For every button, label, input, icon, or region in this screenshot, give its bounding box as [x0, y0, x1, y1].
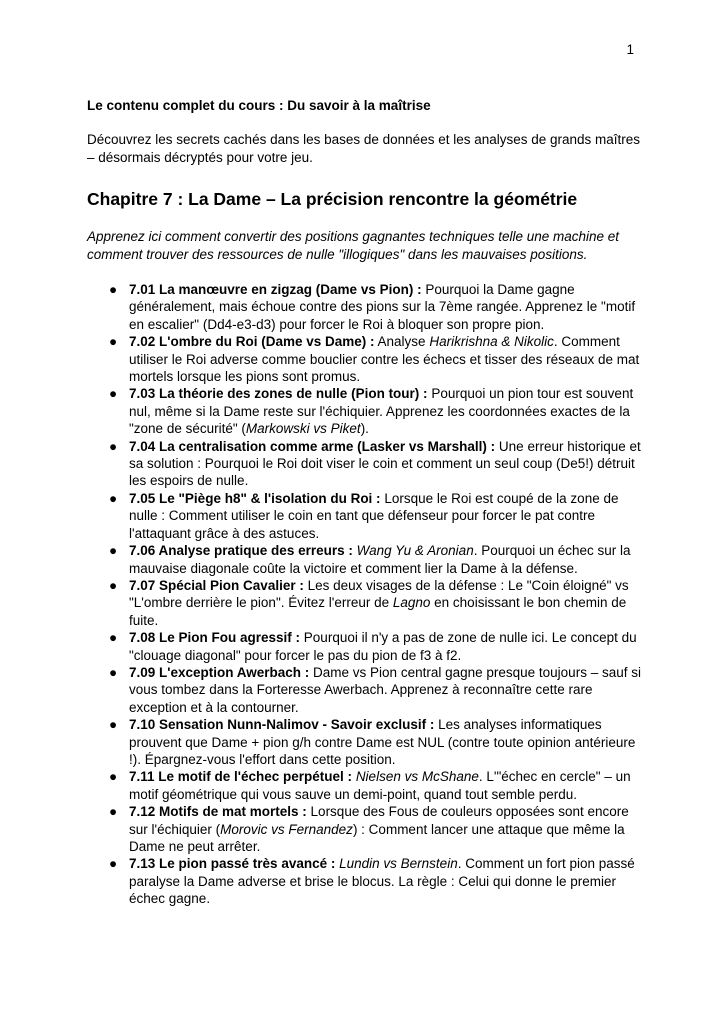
topic-title: 7.13 Le pion passé très avancé : — [129, 856, 336, 872]
bullet-icon: ● — [109, 804, 118, 820]
topic-title: 7.08 Le Pion Fou agressif : — [129, 630, 301, 646]
chapter-title: Chapitre 7 : La Dame – La précision rencontre la géométrie — [87, 189, 578, 209]
topic-item — [87, 855, 647, 907]
topic-title: 7.10 Sensation Nunn-Nalimov - Savoir exclusif : — [129, 717, 435, 733]
topic-item — [87, 385, 647, 437]
topic-text: ). — [360, 421, 369, 437]
course-heading: Le contenu complet du cours : Du savoir à la maîtrise — [87, 98, 431, 113]
topic-text: . Comment utiliser le Roi adverse comme bouclier contre les échecs et tisser des réseaux de mat mortels lorsque les pions sont promus. — [129, 334, 640, 385]
bullet-icon: ● — [109, 856, 118, 872]
topic-list — [87, 281, 647, 908]
topic-title: 7.07 Spécial Pion Cavalier : — [129, 577, 304, 593]
topic-item — [87, 438, 647, 490]
topic-title: 7.09 L'exception Awerbach : — [129, 664, 310, 680]
topic-item — [87, 542, 647, 577]
topic-text: ) : Comment lancer une attaque que même la Dame ne peut arrêter. — [129, 821, 625, 854]
topic-text: Dame vs Pion central gagne presque toujours – sauf si vous tombez dans la Forteresse Awerbach. Apprenez à reconnaître cette rare exception et à la contourner. — [129, 664, 641, 715]
page-number: 1 — [626, 42, 634, 57]
topic-reference: Markowski vs Piket — [245, 421, 361, 437]
topic-title: 7.02 L'ombre du Roi (Dame vs Dame) : — [129, 334, 375, 350]
topic-title: 7.04 La centralisation comme arme (Lasker vs Marshall) : — [129, 438, 496, 454]
topic-title: 7.11 Le motif de l'échec perpétuel : — [129, 769, 353, 785]
topic-title: 7.01 La manœuvre en zigzag (Dame vs Pion) : — [129, 282, 422, 297]
bullet-icon: ● — [109, 438, 118, 454]
topic-item — [87, 664, 647, 716]
bullet-icon: ● — [109, 282, 118, 297]
topic-reference: Nielsen vs McShane — [355, 769, 479, 785]
topic-text: . L'"échec en cercle" – un motif géométrique qui vous sauve un demi-point, quand tout semble perdu. — [129, 769, 631, 802]
topic-reference: Harikrishna & Nikolic — [429, 334, 554, 350]
bullet-icon: ● — [109, 577, 118, 593]
topic-text: Analyse — [374, 334, 430, 350]
bullet-icon: ● — [109, 769, 118, 785]
topic-text: Lorsque des Fous de couleurs opposées sont encore sur l'échiquier ( — [129, 804, 629, 837]
chapter-subtitle: Apprenez ici comment convertir des positions gagnantes techniques telle une machine et comment trouver des ressources de nulle "illogiques" dans les mauvaises positions. — [87, 229, 620, 262]
topic-item — [87, 716, 647, 768]
topic-text: Pourquoi la Dame gagne généralement, mais échoue contre des pions sur la 7ème rangée. Apprenez le "motif en escalier" (Dd4-e3-d3) pour forcer le Roi à bloquer son propre pion. — [129, 282, 636, 332]
topic-title: 7.03 La théorie des zones de nulle (Pion tour) : — [129, 386, 428, 402]
topic-title: 7.05 Le "Piège h8" & l'isolation du Roi : — [129, 490, 381, 506]
bullet-icon: ● — [109, 543, 118, 559]
topic-text: Pourquoi un pion tour est souvent nul, même si la Dame reste sur l'échiquier. Apprenez les coordonnées exactes de la "zone de sécurité" ( — [129, 386, 634, 437]
bullet-icon: ● — [109, 630, 118, 646]
bullet-icon: ● — [109, 664, 118, 680]
bullet-icon: ● — [109, 717, 118, 733]
bullet-icon: ● — [109, 334, 118, 350]
topic-text: en choisissant le bon chemin de fuite. — [129, 595, 627, 628]
topic-text: Les deux visages de la défense : Le "Coin éloigné" vs "L'ombre derrière le pion". Évitez l'erreur de — [129, 577, 629, 611]
topic-reference: Morovic vs Fernandez — [220, 821, 353, 837]
bullet-icon: ● — [109, 490, 118, 506]
topic-item — [87, 281, 647, 333]
topic-item — [87, 333, 647, 385]
topic-text: . Comment un fort pion passé paralyse la Dame adverse et brise le blocus. La règle : Celui qui donne le premier échec gagne. — [129, 856, 635, 907]
topic-reference: Lagno — [392, 595, 431, 611]
document-body — [87, 97, 647, 908]
topic-reference: Lundin vs Bernstein — [339, 856, 458, 872]
topic-text: Lorsque le Roi est coupé de la zone de nulle : Comment utiliser le coin en tant que défenseur pour forcer le pat contre l'attaquant grâce à des astuces. — [129, 490, 619, 541]
bullet-icon: ● — [109, 386, 118, 402]
topic-reference: Wang Yu & Aronian — [356, 543, 474, 559]
topic-text: Une erreur historique et sa solution : Pourquoi le Roi doit viser le coin et comment un seul coup (De5!) détruit les espoirs de nulle. — [129, 438, 641, 489]
topic-text: Pourquoi il n'y a pas de zone de nulle ici. Le concept du "clouage diagonal" pour forcer le pas du pion de f3 à f2. — [129, 630, 637, 663]
topic-item — [87, 577, 647, 629]
topic-title: 7.12 Motifs de mat mortels : — [129, 804, 307, 820]
topic-item — [87, 803, 647, 855]
topic-title: 7.06 Analyse pratique des erreurs : — [129, 543, 353, 559]
course-intro: Découvrez les secrets cachés dans les bases de données et les analyses de grands maîtres – désormais décryptés pour votre jeu. — [87, 132, 641, 165]
topic-item — [87, 629, 647, 664]
topic-item — [87, 490, 647, 542]
topic-text: Les analyses informatiques prouvent que Dame + pion g/h contre Dame est NUL (contre toute opinion antérieure !). Épargnez-vous l'effort dans cette position. — [129, 717, 636, 767]
topic-text: . Pourquoi un échec sur la mauvaise diagonale coûte la victoire et comment lier la Dame à la défense. — [129, 543, 631, 576]
topic-item — [87, 768, 647, 803]
